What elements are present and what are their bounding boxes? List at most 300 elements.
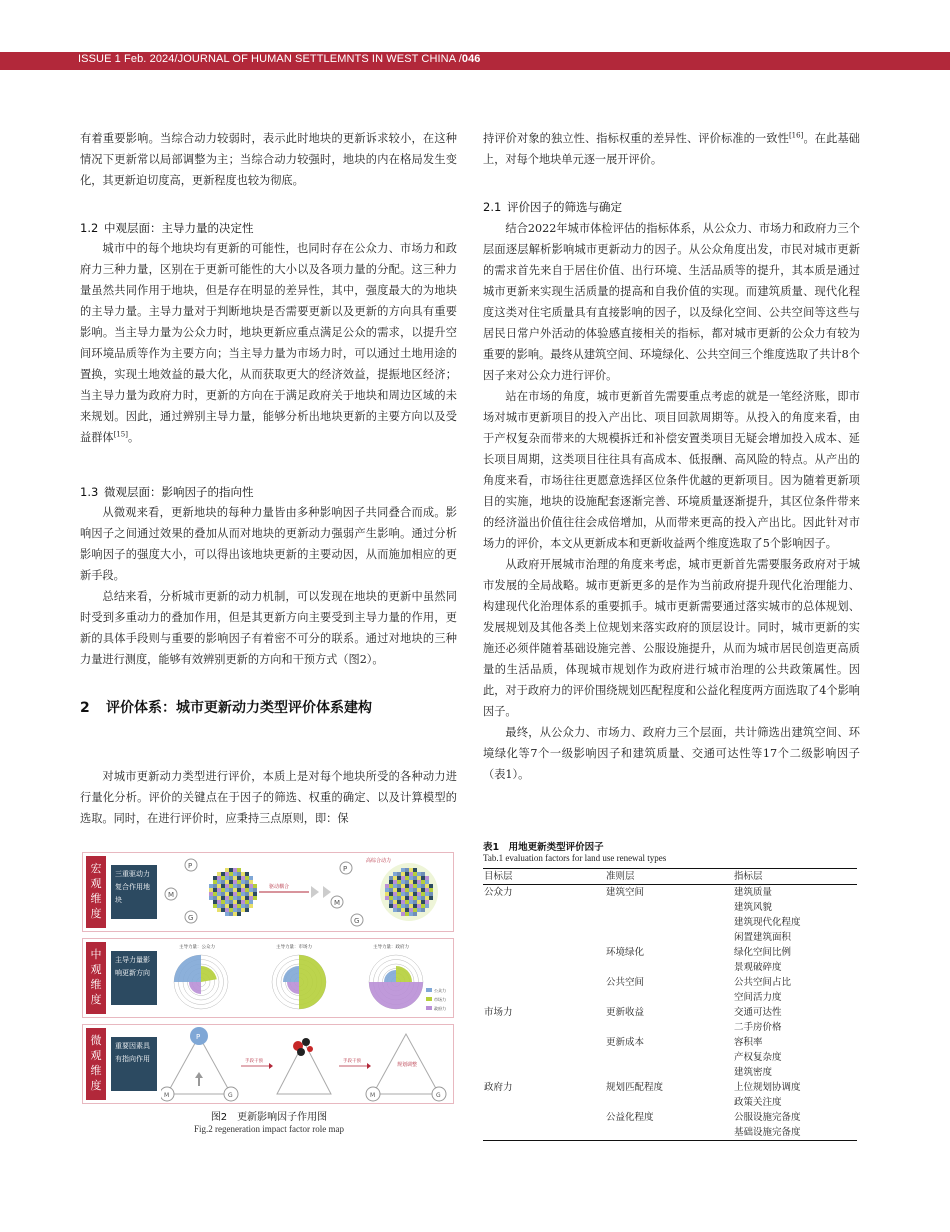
black-dot-icon — [297, 1048, 305, 1056]
mosaic-cell — [245, 900, 249, 904]
row-label: 中观维度 — [86, 942, 106, 1014]
section-heading-1-2 — [80, 220, 254, 236]
meso-diagram — [161, 940, 451, 1016]
mosaic-cell — [233, 900, 237, 904]
mosaic-cell — [229, 876, 233, 880]
section-number: 2.1 — [483, 200, 502, 214]
target-cell — [483, 1035, 605, 1050]
mosaic-cell — [249, 896, 253, 900]
mosaic-cell — [229, 872, 233, 876]
mosaic-cell — [429, 888, 433, 892]
mosaic-cell — [249, 892, 253, 896]
mosaic-cell — [405, 896, 409, 900]
indicator-cell: 政策关注度 — [734, 1097, 782, 1108]
radial-sector — [396, 966, 412, 982]
section-title: 中观层面：主导力量的决定性 — [104, 221, 254, 235]
mosaic-cell — [217, 896, 221, 900]
mosaic-cell — [409, 888, 413, 892]
section-number: 1.2 — [80, 221, 99, 235]
legend-swatch-public — [426, 988, 432, 992]
mosaic-cell — [245, 908, 249, 912]
paragraph-text: 城市中的每个地块均有更新的可能性，也同时存在公众力、市场力和政府力三种力量，区别在于更新可能性的大小以及各项力量的分配。这三种力量虽然共同作用于地块，但是存在明显的差异性，其中，强度最大的为地块的主导力量。主导力量对于判断地块是否需要更新以及更新的方向具有重要影响。当主导力量为公众力时，地块更新应重点满足公众的需求，以提升空间环境品质等作为主要方向；当主导力量为市场力时，可以通过土地用途的置换，实现土地效益的最大化，从而获取更大的经济效益，提振地区经济；当主导力量为政府力时，更新的方向在于满足政府关于地块和周边区域的未来规划。因此，通过辨别主导力量，能够分析出地块更新的主要方向以及受益群体 — [80, 242, 457, 444]
figure-caption-en: Fig.2 regeneration impact factor role map — [194, 1124, 344, 1134]
target-cell — [483, 900, 605, 915]
column-header: 指标层 — [733, 869, 857, 885]
mosaic-cell — [413, 888, 417, 892]
left-column-top — [80, 128, 457, 191]
center-label: 规划调整 — [397, 1062, 418, 1068]
mosaic-cell — [233, 884, 237, 888]
node-g-label: G — [436, 1092, 441, 1099]
mosaic-cell — [409, 904, 413, 908]
target-cell: 市场力 — [484, 1007, 513, 1018]
mosaic-cell — [221, 892, 225, 896]
paragraph: 站在市场的角度，城市更新首先需要重点考虑的就是一笔经济账，即市场对城市更新项目的投入产出比、项目回款周期等。从投入的角度来看，由于产权复杂而带来的大规模拆迁和补偿安置类项目无疑会增加投入成本、延长项目周期，这类项目往往具有高成本、低报酬、高风险的特点。从产出的角度来看，市场往往更愿意选择区位条件优越的更新项目。因为随着更新项目的实施，地块的设施配套逐渐完善、环境质量逐渐提升，其区位条件带来的经济溢出价值往往会成倍增加，从而带来更高的投入产出比。因此针对市场力的评价，本文从更新成本和更新收益两个维度选取了5个影响因子。 — [483, 390, 860, 550]
mosaic-cell — [241, 884, 245, 888]
mosaic-cell — [233, 888, 237, 892]
mosaic-cell — [245, 892, 249, 896]
radial-sector — [299, 955, 326, 1009]
mosaic-cell — [229, 888, 233, 892]
mosaic-cell — [429, 884, 433, 888]
mosaic-cell — [393, 876, 397, 880]
row-label: 微观维度 — [86, 1028, 106, 1100]
mosaic-cell — [397, 888, 401, 892]
mosaic-cell — [213, 892, 217, 896]
table-row — [483, 1125, 857, 1141]
right-column-top — [483, 128, 860, 170]
figure-row-macro — [82, 852, 454, 932]
legend-swatch-government — [426, 1006, 432, 1010]
indicator-cell: 建筑质量 — [734, 887, 773, 898]
table-row — [483, 990, 857, 1005]
mosaic-cell — [425, 896, 429, 900]
table-row — [483, 915, 857, 930]
mosaic-cell — [405, 880, 409, 884]
mosaic-cell — [393, 880, 397, 884]
node-m-label: M — [334, 899, 341, 907]
table-row — [483, 975, 857, 990]
mosaic-cell — [233, 904, 237, 908]
mosaic-cell — [229, 884, 233, 888]
mosaic-cell — [213, 888, 217, 892]
mosaic-cell — [233, 896, 237, 900]
target-cell — [483, 990, 605, 1005]
mosaic-cell — [409, 912, 413, 916]
target-cell: 政府力 — [484, 1082, 513, 1093]
mosaic-cell — [413, 880, 417, 884]
criterion-cell: 建筑空间 — [606, 887, 645, 898]
mosaic-cell — [425, 892, 429, 896]
row-description: 重要因素具有指向作用 — [111, 1037, 157, 1091]
mosaic-cell — [413, 872, 417, 876]
table-row — [483, 900, 857, 915]
mosaic-cell — [213, 880, 217, 884]
mosaic-cell — [225, 900, 229, 904]
figure-2 — [82, 852, 456, 1105]
mosaic-cell — [405, 900, 409, 904]
mosaic-cell — [401, 900, 405, 904]
mosaic-cell — [405, 884, 409, 888]
mosaic-cell — [421, 880, 425, 884]
table-row — [483, 945, 857, 960]
node-p-label: P — [343, 865, 348, 873]
indicator-cell: 产权复杂度 — [734, 1052, 782, 1063]
mosaic-cell — [425, 876, 429, 880]
journal-header-text: ISSUE 1 Feb. 2024/JOURNAL OF HUMAN SETTLEMNTS IN WEST CHINA / — [78, 53, 462, 65]
citation: [15] — [113, 430, 128, 439]
mosaic-cell — [413, 876, 417, 880]
mosaic-cell — [209, 884, 213, 888]
mosaic-cell — [421, 876, 425, 880]
mosaic-cell — [213, 900, 217, 904]
table-row — [483, 1095, 857, 1110]
section-heading-2 — [80, 697, 372, 717]
indicator-cell: 容积率 — [734, 1037, 763, 1048]
radial-sector — [283, 966, 299, 982]
paragraph: 最终，从公众力、市场力、政府力三个层面，共计筛选出建筑空间、环境绿化等7个一级影响因子和建筑质量、交通可达性等17个二级影响因子（表1）。 — [483, 726, 860, 781]
table-caption: 表1 用地更新类型评价因子 — [483, 842, 604, 853]
mosaic-cell — [413, 896, 417, 900]
mosaic-cell — [237, 872, 241, 876]
mosaic-cell — [229, 868, 233, 872]
red-dot-icon — [307, 1046, 313, 1052]
mosaic-cell — [397, 876, 401, 880]
mosaic-cell — [397, 900, 401, 904]
mosaic-cell — [401, 912, 405, 916]
mosaic-cell — [245, 888, 249, 892]
figure-row-micro — [82, 1024, 454, 1104]
chart-title-public: 主导力量：公众力 — [179, 945, 215, 950]
mosaic-cell — [393, 892, 397, 896]
table-row — [483, 1020, 857, 1035]
row-label: 宏观维度 — [86, 856, 106, 928]
mosaic-cell — [245, 876, 249, 880]
mosaic-cell — [409, 896, 413, 900]
criterion-cell — [605, 1065, 733, 1080]
double-arrow-icon — [311, 886, 331, 898]
indicator-cell: 公共空间占比 — [734, 977, 792, 988]
left-column-s2 — [80, 766, 457, 829]
mosaic-cell — [413, 904, 417, 908]
mosaic-cell — [417, 896, 421, 900]
mosaic-cell — [253, 884, 257, 888]
target-cell — [483, 915, 605, 930]
section-heading-1-3 — [80, 484, 254, 500]
mosaic-cell — [397, 880, 401, 884]
column-header: 准则层 — [605, 869, 733, 885]
mosaic-cell — [209, 892, 213, 896]
table-row — [483, 1050, 857, 1065]
mosaic-cell — [221, 872, 225, 876]
mosaic-cell — [249, 888, 253, 892]
criterion-cell — [605, 915, 733, 930]
mosaic-cell — [249, 904, 253, 908]
node-p-label: P — [188, 862, 193, 870]
table-body — [483, 885, 857, 1141]
table-row — [483, 1035, 857, 1050]
mosaic-cell — [225, 876, 229, 880]
radial-sector — [369, 982, 423, 1009]
mosaic-cell — [393, 900, 397, 904]
mosaic-cell — [389, 904, 393, 908]
mosaic-cell — [229, 908, 233, 912]
radial-chart-market — [272, 955, 326, 1009]
section-number: 2 — [80, 700, 90, 716]
mosaic-cell — [249, 880, 253, 884]
mosaic-cell — [405, 904, 409, 908]
row-description: 三重驱动力复合作用地块 — [111, 865, 157, 919]
mosaic-cell — [249, 900, 253, 904]
legend-swatch-market — [426, 997, 432, 1001]
mosaic-cell — [413, 912, 417, 916]
mosaic-cell — [397, 904, 401, 908]
mosaic-cell — [397, 892, 401, 896]
arrow-label-2: 高综合动力 — [366, 858, 392, 864]
section-number: 1.3 — [80, 485, 99, 499]
mosaic-cell — [393, 884, 397, 888]
paragraph — [80, 238, 457, 448]
mosaic-cell — [389, 884, 393, 888]
radial-sector — [201, 966, 217, 982]
mosaic-cell — [225, 904, 229, 908]
criterion-cell — [605, 900, 733, 915]
mosaic-cell — [237, 880, 241, 884]
radial-sector — [174, 955, 201, 982]
mosaic-cell — [421, 872, 425, 876]
criterion-cell: 更新成本 — [606, 1037, 645, 1048]
mosaic-cell — [253, 892, 257, 896]
target-cell — [483, 1095, 605, 1110]
criterion-cell — [605, 1125, 733, 1141]
paragraph-end: 。 — [127, 431, 140, 444]
criterion-cell — [605, 990, 733, 1005]
target-cell — [483, 1110, 605, 1125]
mosaic-cell — [413, 868, 417, 872]
legend-label: 市场力 — [434, 997, 446, 1002]
node-m-label: M — [370, 1092, 376, 1099]
paragraph-text: 持评价对象的独立性、指标权重的差异性、评价标准的一致性 — [483, 132, 789, 145]
table-header-row — [483, 869, 857, 885]
indicator-cell: 交通可达性 — [734, 1007, 782, 1018]
mosaic-cell — [217, 904, 221, 908]
mosaic-cell — [217, 880, 221, 884]
mosaic-cell — [225, 888, 229, 892]
mosaic-cell — [417, 880, 421, 884]
mosaic-cell — [393, 904, 397, 908]
table-row — [483, 960, 857, 975]
mosaic-cell — [241, 892, 245, 896]
mosaic-cell — [225, 880, 229, 884]
mosaic-cell — [421, 896, 425, 900]
section-title: 评价因子的筛选与确定 — [507, 200, 622, 214]
mosaic-cell — [417, 904, 421, 908]
section-title: 评价体系：城市更新动力类型评价体系建构 — [106, 700, 372, 716]
mosaic-cell — [237, 892, 241, 896]
target-cell — [483, 930, 605, 945]
mosaic-cell — [405, 888, 409, 892]
criterion-cell — [605, 960, 733, 975]
mosaic-cell — [405, 872, 409, 876]
radial-chart-public — [174, 955, 228, 1009]
mosaic-cell — [401, 872, 405, 876]
target-cell — [483, 1020, 605, 1035]
mosaic-cell — [217, 884, 221, 888]
mosaic-cell — [221, 888, 225, 892]
mosaic-cell — [233, 908, 237, 912]
table-caption-en: Tab.1 evaluation factors for land use renewal types — [483, 853, 667, 863]
indicator-cell: 二手房价格 — [734, 1022, 782, 1033]
paragraph: 有着重要影响。当综合动力较弱时，表示此时地块的更新诉求较小，在这种情况下更新常以局部调整为主；当综合动力较强时，地块的内在格局发生变化，其更新迫切度高，更新程度也较为彻底。 — [80, 132, 457, 187]
mosaic-cell — [417, 888, 421, 892]
mosaic-cell — [413, 908, 417, 912]
mosaic-cell — [237, 888, 241, 892]
macro-diagram — [161, 854, 451, 930]
mosaic-cell — [237, 876, 241, 880]
target-cell: 公众力 — [484, 887, 513, 898]
mosaic-cell — [401, 892, 405, 896]
mosaic-cell — [421, 904, 425, 908]
mosaic-cell — [413, 884, 417, 888]
mosaic-cell — [421, 888, 425, 892]
mosaic-cell — [229, 904, 233, 908]
mosaic-cell — [221, 896, 225, 900]
mosaic-cell — [393, 908, 397, 912]
paragraph: 总结来看，分析城市更新的动力机制，可以发现在地块的更新中虽然同时受到多重动力的叠加作用，但是其更新方向主要受到主导力量的作用，更新的具体手段则与重要的影响因子有着密不可分的联系。通过对地块的三种力量进行测度，能够有效辨别更新的方向和干预方式（图2）。 — [80, 590, 457, 666]
mosaic-cell — [429, 892, 433, 896]
mosaic-cell — [389, 880, 393, 884]
indicator-cell: 建筑密度 — [734, 1067, 773, 1078]
radial-sector — [384, 970, 396, 982]
mosaic-cell — [225, 892, 229, 896]
mosaic-cell — [409, 908, 413, 912]
mosaic-cell — [249, 876, 253, 880]
mosaic-grid-1 — [209, 868, 257, 916]
mosaic-cell — [217, 892, 221, 896]
mosaic-cell — [425, 888, 429, 892]
mosaic-cell — [213, 904, 217, 908]
mosaic-cell — [245, 880, 249, 884]
mosaic-cell — [233, 912, 237, 916]
arrow-label-1: 手段干预 — [245, 1059, 263, 1064]
journal-header — [78, 53, 481, 65]
mosaic-cell — [425, 900, 429, 904]
mosaic-cell — [413, 892, 417, 896]
mosaic-cell — [245, 904, 249, 908]
mosaic-cell — [397, 896, 401, 900]
mosaic-cell — [401, 904, 405, 908]
mosaic-cell — [401, 876, 405, 880]
arrow-label-1: 驱动耦合 — [269, 884, 290, 890]
mosaic-cell — [237, 900, 241, 904]
mosaic-cell — [245, 896, 249, 900]
factor-table — [483, 868, 857, 1141]
mosaic-cell — [229, 912, 233, 916]
mosaic-cell — [385, 892, 389, 896]
mosaic-cell — [425, 880, 429, 884]
mosaic-cell — [237, 884, 241, 888]
mosaic-cell — [241, 880, 245, 884]
up-arrow-icon — [195, 1072, 203, 1086]
mosaic-cell — [421, 884, 425, 888]
target-cell — [483, 945, 605, 960]
target-cell — [483, 1125, 605, 1141]
mosaic-cell — [237, 868, 241, 872]
mosaic-cell — [401, 908, 405, 912]
mosaic-cell — [217, 876, 221, 880]
mosaic-cell — [401, 884, 405, 888]
mosaic-cell — [245, 884, 249, 888]
mosaic-cell — [221, 904, 225, 908]
criterion-cell: 更新收益 — [606, 1007, 645, 1018]
mosaic-cell — [221, 900, 225, 904]
mosaic-cell — [225, 872, 229, 876]
mosaic-cell — [401, 880, 405, 884]
legend-label: 公众力 — [434, 988, 446, 993]
mosaic-cell — [245, 872, 249, 876]
mosaic-cell — [389, 900, 393, 904]
figure-caption: 图2 更新影响因子作用图 — [210, 1112, 328, 1123]
mosaic-cell — [237, 912, 241, 916]
mosaic-cell — [241, 900, 245, 904]
mosaic-cell — [221, 880, 225, 884]
mosaic-cell — [253, 896, 257, 900]
indicator-cell: 建筑风貌 — [734, 902, 773, 913]
mosaic-cell — [417, 876, 421, 880]
target-cell — [483, 960, 605, 975]
column-header: 目标层 — [483, 869, 605, 885]
criterion-cell — [605, 930, 733, 945]
figure-row-meso — [82, 938, 454, 1018]
black-dot-icon — [302, 1038, 310, 1046]
table-row — [483, 1005, 857, 1020]
mosaic-cell — [393, 896, 397, 900]
right-column-s21 — [483, 218, 860, 785]
radial-chart-government — [369, 955, 423, 1009]
mosaic-cell — [417, 872, 421, 876]
target-cell — [483, 1050, 605, 1065]
chart-title-government: 主导力量：政府力 — [373, 945, 409, 950]
mosaic-cell — [233, 868, 237, 872]
mosaic-cell — [217, 872, 221, 876]
page-number: 046 — [461, 53, 481, 65]
paragraph: 结合2022年城市体检评估的指标体系，从公众力、市场力和政府力三个层面逐层解析影响城市更新动力的因子。从公众角度出发，市民对城市更新的需求首先来自于居住价值、出行环境、生活品质等的提升，其本质是通过城市更新来实现生活质量的提高和自我价值的实现。而建筑质量、现代化程度这类对住宅质量具有直接影响的因子，以及绿化空间、公共空间等这些与居民日常户外活动的体验感直接相关的指标，都对城市更新的公众力有较为重要的影响。最终从建筑空间、环境绿化、公共空间三个维度选取了共计8个因子来对公众力进行评价。 — [483, 222, 860, 382]
indicator-cell: 绿化空间比例 — [734, 947, 792, 958]
mosaic-cell — [233, 880, 237, 884]
mosaic-cell — [397, 872, 401, 876]
target-cell — [483, 975, 605, 990]
table-row — [483, 1080, 857, 1095]
mosaic-cell — [217, 888, 221, 892]
mosaic-cell — [225, 884, 229, 888]
criterion-cell — [605, 1020, 733, 1035]
mosaic-cell — [241, 896, 245, 900]
node-g-label: G — [188, 914, 194, 922]
table-row — [483, 930, 857, 945]
mosaic-cell — [397, 884, 401, 888]
mosaic-cell — [409, 900, 413, 904]
indicator-cell: 空间活力度 — [734, 992, 782, 1003]
radial-sector — [189, 982, 201, 994]
mosaic-cell — [221, 884, 225, 888]
paragraph: 从政府开展城市治理的角度来考虑，城市更新首先需要服务政府对于城市发展的全局战略。城市更新更多的是作为当前政府提升现代化治理能力、构建现代化治理体系的重要抓手。城市更新需要通过落实城市的总体规划、发展规划及其他各类上位规划来落实政府的顶层设计。同时，城市更新的实施还必须伴随着基础设施完善、公服设施提升，从而为城市居民创造更高质量的生活品质，体现城市规划作为政府进行城市治理的公共政策属性。因此，对于政府力的评价围绕规划匹配程度和公益化程度两方面选取了4个影响因子。 — [483, 558, 860, 718]
legend-label: 政府力 — [434, 1006, 446, 1011]
indicator-cell: 基础设施完备度 — [734, 1127, 801, 1138]
mosaic-cell — [229, 892, 233, 896]
mosaic-cell — [405, 868, 409, 872]
node-g-label: G — [354, 917, 360, 925]
mosaic-cell — [397, 908, 401, 912]
